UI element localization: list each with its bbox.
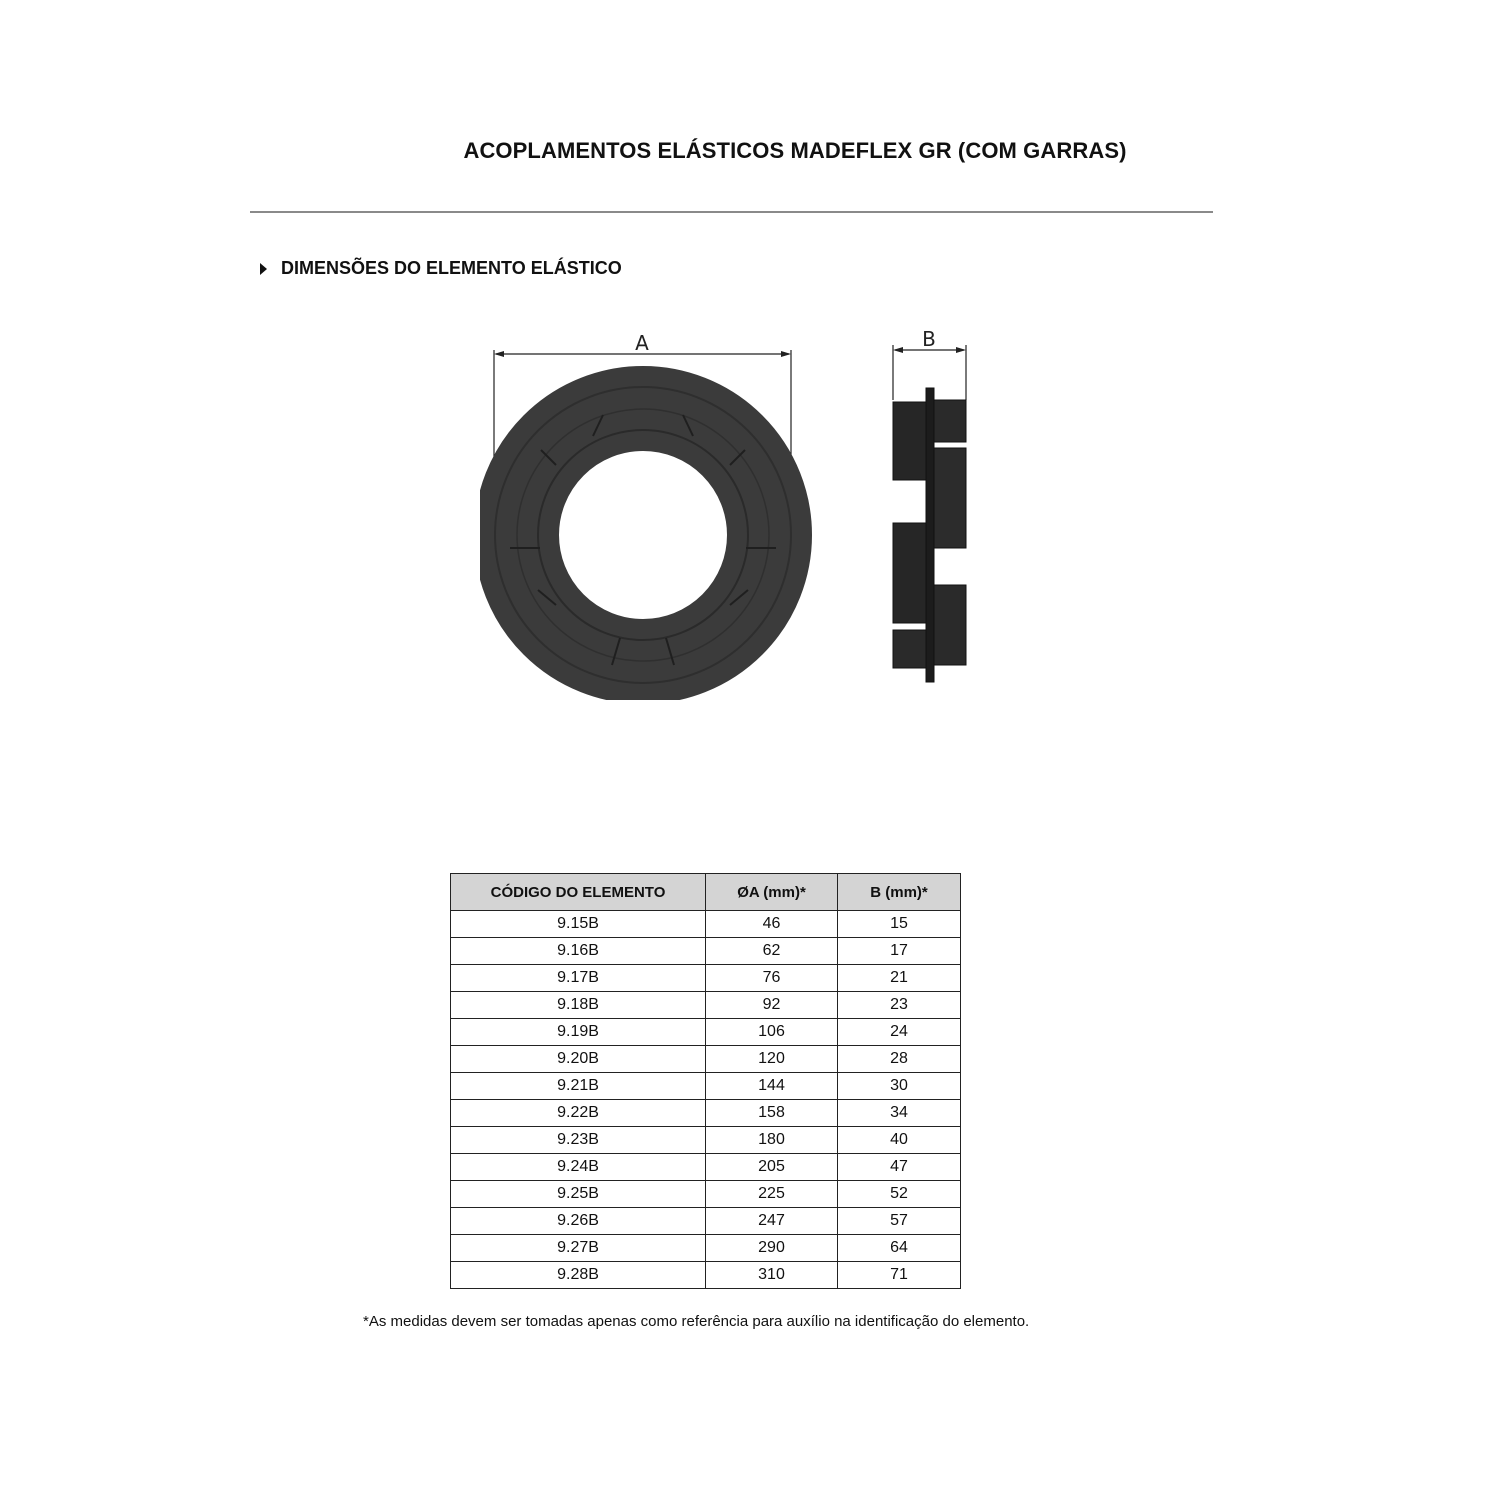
table-row [451, 1100, 961, 1127]
column-header-code: CÓDIGO DO ELEMENTO [451, 874, 706, 911]
table-row [451, 1181, 961, 1208]
table-row [451, 1154, 961, 1181]
table-row [451, 938, 961, 965]
elastic-element-drawing [480, 320, 1000, 700]
cell-code: 9.25B [451, 1181, 706, 1208]
dimension-b-label: B [922, 327, 936, 351]
cell-diameter-a: 310 [706, 1262, 838, 1289]
cell-width-b: 17 [838, 938, 961, 965]
cell-width-b: 71 [838, 1262, 961, 1289]
cell-diameter-a: 120 [706, 1046, 838, 1073]
title-divider [250, 211, 1213, 213]
cell-width-b: 57 [838, 1208, 961, 1235]
cell-code: 9.26B [451, 1208, 706, 1235]
bullet-triangle-icon [260, 263, 267, 275]
cell-width-b: 28 [838, 1046, 961, 1073]
table-row [451, 1262, 961, 1289]
cell-code: 9.22B [451, 1100, 706, 1127]
cell-width-b: 64 [838, 1235, 961, 1262]
cell-code: 9.21B [451, 1073, 706, 1100]
cell-diameter-a: 247 [706, 1208, 838, 1235]
cell-width-b: 47 [838, 1154, 961, 1181]
table-row [451, 1046, 961, 1073]
table-header-row [451, 874, 961, 911]
footnote: *As medidas devem ser tomadas apenas como referência para auxílio na identificação do elemento. [363, 1313, 1030, 1330]
cell-diameter-a: 205 [706, 1154, 838, 1181]
cell-code: 9.28B [451, 1262, 706, 1289]
cell-width-b: 24 [838, 1019, 961, 1046]
cell-diameter-a: 76 [706, 965, 838, 992]
cell-code: 9.20B [451, 1046, 706, 1073]
cell-code: 9.24B [451, 1154, 706, 1181]
cell-diameter-a: 290 [706, 1235, 838, 1262]
table-row [451, 965, 961, 992]
cell-width-b: 23 [838, 992, 961, 1019]
ring-front-view [495, 387, 791, 683]
cell-width-b: 30 [838, 1073, 961, 1100]
ring-side-view [893, 388, 966, 682]
cell-width-b: 34 [838, 1100, 961, 1127]
cell-code: 9.17B [451, 965, 706, 992]
cell-diameter-a: 225 [706, 1181, 838, 1208]
cell-code: 9.23B [451, 1127, 706, 1154]
page-title: ACOPLAMENTOS ELÁSTICOS MADEFLEX GR (COM GARRAS) [463, 138, 1127, 163]
cell-code: 9.16B [451, 938, 706, 965]
table-row [451, 1208, 961, 1235]
cell-code: 9.18B [451, 992, 706, 1019]
dimension-a-label: A [635, 331, 649, 355]
element-dimensions-table [450, 873, 961, 1289]
cell-diameter-a: 46 [706, 911, 838, 938]
cell-width-b: 15 [838, 911, 961, 938]
cell-code: 9.15B [451, 911, 706, 938]
table-row [451, 1235, 961, 1262]
table-row [451, 1019, 961, 1046]
cell-code: 9.27B [451, 1235, 706, 1262]
table-row [451, 1127, 961, 1154]
section-heading [260, 258, 622, 279]
table-row [451, 1073, 961, 1100]
cell-diameter-a: 144 [706, 1073, 838, 1100]
column-header-diameter-a: ØA (mm)* [706, 874, 838, 911]
table-row [451, 992, 961, 1019]
cell-diameter-a: 62 [706, 938, 838, 965]
cell-width-b: 21 [838, 965, 961, 992]
cell-width-b: 40 [838, 1127, 961, 1154]
cell-diameter-a: 180 [706, 1127, 838, 1154]
cell-width-b: 52 [838, 1181, 961, 1208]
column-header-width-b: B (mm)* [838, 874, 961, 911]
section-heading-text: DIMENSÕES DO ELEMENTO ELÁSTICO [281, 258, 622, 278]
cell-diameter-a: 106 [706, 1019, 838, 1046]
table-row [451, 911, 961, 938]
cell-code: 9.19B [451, 1019, 706, 1046]
cell-diameter-a: 92 [706, 992, 838, 1019]
cell-diameter-a: 158 [706, 1100, 838, 1127]
